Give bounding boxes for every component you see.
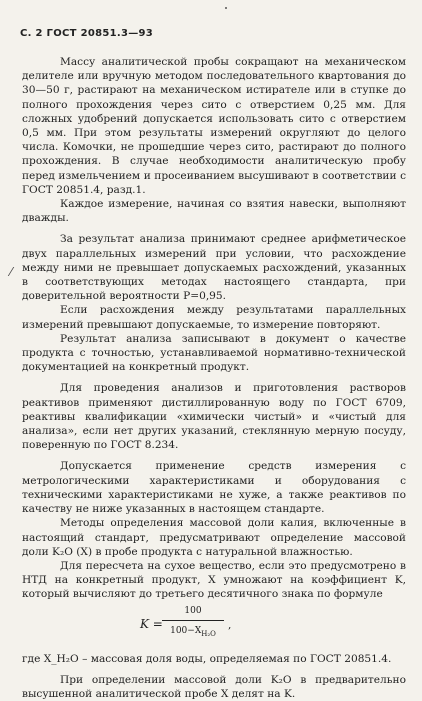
paragraph-dry-basis: Для пересчета на сухое вещество, если это предусмотрено в НТД на конкретный продукт, X умножают на коэффициент K, который вычисляют до третьего десятичного знака по формуле xyxy=(22,559,406,601)
scan-dot xyxy=(225,7,227,9)
paragraph-result: За результат анализа принимают среднее арифметическое двух параллельных измерений при условии, что расхождение между ними не превышает допускаемых расхождений, указанных в соответствующих методах настоящего стандарта, при доверительной вероятности Р=0,95. xyxy=(22,233,406,303)
paragraph-methods: Методы определения массовой доли калия, включенные в настоящий стандарт, предусматривают определение массовой доли K₂O (X) в пробе продукта с натуральной влажностью. xyxy=(22,517,406,558)
paragraph-where: где X_H₂O – массовая доля воды, определяемая по ГОСТ 20851.4. xyxy=(22,652,392,665)
paragraph-equipment: Допускается применение средств измерения с метрологическими характеристиками и оборудования с техническими характеристиками не хуже, а также реактивов по качеству не ниже указанных в настоящем стандарте. xyxy=(22,460,406,516)
formula-numerator: 100 xyxy=(162,604,224,621)
document-body xyxy=(22,55,406,701)
formula-fraction xyxy=(162,604,224,641)
margin-mark: ⁄ xyxy=(10,265,13,279)
formula-denominator: $100-X_{H_2O}$ xyxy=(170,625,216,638)
paragraph-reagents: Для проведения анализов и приготовления растворов реактивов применяют дистиллированную воду по ГОСТ 6709, реактивы квалификации «химически чистый» и «чистый для анализа», если нет других указаний, стеклянную мерную посуду, поверенную по ГОСТ 8.234. xyxy=(22,382,406,452)
page-header: С. 2 ГОСТ 20851.3—93 xyxy=(20,28,154,39)
paragraph-sample-prep: Массу аналитической пробы сокращают на механическом делителе или вручную методом последовательного квартования до 30—50 г, растирают на механическом истирателе или в ступке до полного прохождения через сито с отверстием 0,25 мм. Для сложных удобрений допускается использовать сито с отверстием 0,5 мм. При этом результаты измерений округляют до целого числа. Комочки, не прошедшие через сито, растирают до полного прохождения. В случае необходимости аналитическую пробу перед измельчением и просеиванием высушивают в соответствии с ГОСТ 20851.4, разд.1. xyxy=(22,56,406,196)
formula-lhs: K = xyxy=(140,616,163,631)
paragraph-duplicate: Каждое измерение, начиная со взятия навески, выполняют дважды. xyxy=(22,198,406,225)
formula xyxy=(22,604,406,650)
paragraph-record: Результат анализа записывают в документ о качестве продукта с точностью, устанавливаемой нормативно-технической документацией на конкретный продукт. xyxy=(22,332,406,374)
formula-trail: , xyxy=(228,618,232,631)
paragraph-repeat: Если расхождения между результатами параллельных измерений превышают допускаемые, то измерение повторяют. xyxy=(22,304,406,331)
paragraph-dried-sample: При определении массовой доли K₂O в предварительно высушенной аналитической пробе X делят на K. xyxy=(22,673,406,700)
